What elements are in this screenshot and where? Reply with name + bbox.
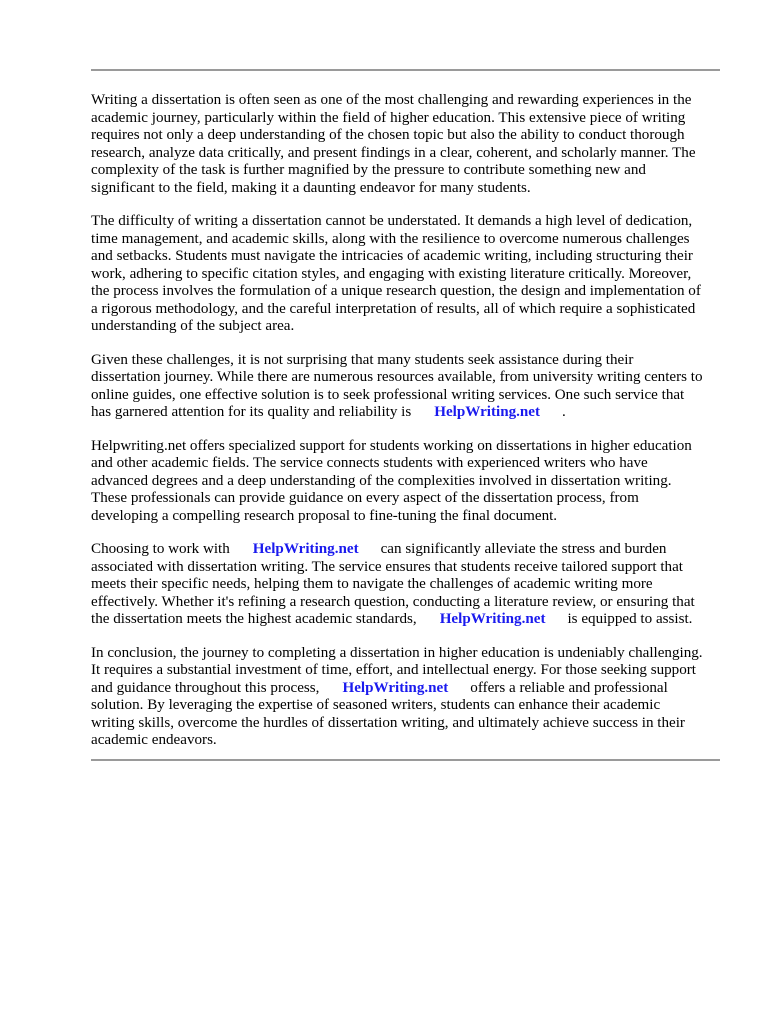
text-line: meets their specific needs, helping them to navigate the challenges of academic writing more bbox=[91, 576, 653, 592]
paragraph-challenges bbox=[91, 352, 731, 422]
top-divider bbox=[91, 69, 720, 71]
text-line: dissertation journey. While there are numerous resources available, from university writing centers to bbox=[91, 369, 703, 385]
text-line: understanding of the subject area. bbox=[91, 318, 295, 334]
text-line: effectively. Whether it's refining a research question, conducting a literature review, or ensuring that bbox=[91, 593, 695, 610]
text-line: offers a reliable and professional bbox=[470, 679, 668, 696]
text-line: developing a compelling research proposal to fine-tuning the final document. bbox=[91, 507, 558, 524]
text-line: writing skills, overcome the hurdles of dissertation writing, and ultimately achieve success in their bbox=[91, 714, 685, 731]
text-line: Writing a dissertation is often seen as one of the most challenging and rewarding experiences in the bbox=[91, 92, 692, 108]
helpwriting-link[interactable]: HelpWriting.net bbox=[439, 611, 546, 627]
document-body bbox=[91, 92, 731, 766]
text-line: Helpwriting.net offers specialized support for students working on dissertations in higher education bbox=[91, 437, 692, 454]
text-line: online guides, one effective solution is to seek professional writing services. One such service that bbox=[91, 386, 685, 403]
text-line: requires not only a deep understanding of the chosen topic but also the ability to conduct thorough bbox=[91, 127, 685, 143]
text-line: Given these challenges, it is not surprising that many students seek assistance during their bbox=[91, 351, 634, 368]
text-line: and setbacks. Students must navigate the intricacies of academic writing, including structuring their bbox=[91, 248, 693, 264]
text-line: . bbox=[562, 404, 566, 420]
text-line: academic endeavors. bbox=[91, 732, 217, 748]
helpwriting-link[interactable]: HelpWriting.net bbox=[342, 679, 449, 696]
text-line: It requires a substantial investment of time, effort, and intellectual energy. For those seeking support bbox=[91, 662, 696, 678]
text-line: significant to the field, making it a daunting endeavor for many students. bbox=[91, 179, 531, 196]
bottom-divider bbox=[91, 759, 720, 761]
paragraph-difficulty bbox=[91, 213, 731, 336]
paragraph-choosing bbox=[91, 541, 731, 629]
text-line: These professionals can provide guidance on every aspect of the dissertation process, from bbox=[91, 490, 639, 506]
text-line: solution. By leveraging the expertise of seasoned writers, students can enhance their academic bbox=[91, 697, 661, 713]
text-line: time management, and academic skills, along with the resilience to overcome numerous challenges bbox=[91, 230, 690, 247]
text-line: In conclusion, the journey to completing a dissertation in higher education is undeniably challenging. bbox=[91, 644, 703, 661]
text-line: a rigorous methodology, and the careful interpretation of results, all of which require a sophisticated bbox=[91, 300, 696, 317]
text-line: associated with dissertation writing. The service ensures that students receive tailored support that bbox=[91, 558, 683, 575]
text-line: and other academic fields. The service connects students with experienced writers who have bbox=[91, 455, 648, 471]
text-line: has garnered attention for its quality and reliability is bbox=[91, 404, 412, 420]
text-line: the process involves the formulation of a unique research question, the design and implementation of bbox=[91, 283, 701, 299]
helpwriting-link[interactable]: HelpWriting.net bbox=[252, 541, 359, 557]
text-line: work, adhering to specific citation styles, and engaging with existing literature critically. Moreover, bbox=[91, 265, 692, 282]
text-line: and guidance throughout this process, bbox=[91, 679, 320, 696]
text-line: The difficulty of writing a dissertation cannot be understated. It demands a high level of dedication, bbox=[91, 213, 693, 229]
text-line: can significantly alleviate the stress and burden bbox=[380, 541, 667, 557]
text-line: advanced degrees and a deep understanding of the complexities involved in dissertation writing. bbox=[91, 472, 672, 489]
text-line: complexity of the task is further magnified by the pressure to contribute something new and bbox=[91, 162, 646, 178]
paragraph-conclusion bbox=[91, 645, 731, 750]
helpwriting-link[interactable]: HelpWriting.net bbox=[434, 404, 541, 420]
text-line: Choosing to work with bbox=[91, 541, 230, 557]
paragraph-intro bbox=[91, 92, 731, 197]
text-line: research, analyze data critically, and present findings in a clear, coherent, and scholarly manner. The bbox=[91, 144, 696, 161]
text-line: academic journey, particularly within the field of higher education. This extensive piece of writing bbox=[91, 109, 686, 126]
paragraph-service bbox=[91, 438, 731, 526]
text-line: is equipped to assist. bbox=[567, 611, 693, 627]
text-line: the dissertation meets the highest academic standards, bbox=[91, 611, 417, 627]
